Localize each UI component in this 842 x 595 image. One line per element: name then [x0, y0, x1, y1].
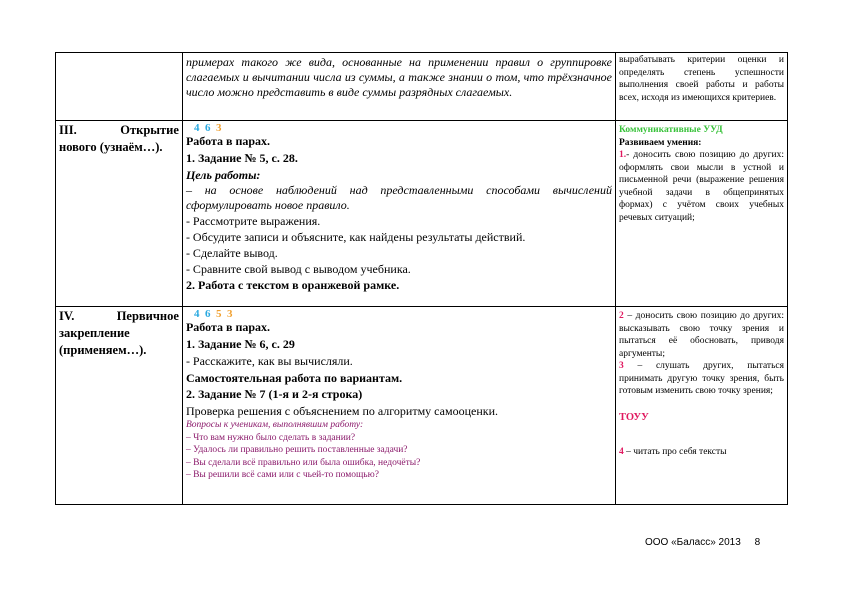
skill-text: – доносить свою позицию до других: высказывать свою точку зрения и пытаться её обосновать, приводя аргументы;: [618, 311, 784, 359]
activity-cell: [182, 121, 615, 307]
table-row: [56, 53, 788, 121]
explain-step: - Расскажите, как вы вычисляли.: [185, 354, 353, 368]
textbook-numbers: [186, 122, 612, 134]
stage-cell: [56, 121, 183, 307]
skill-1: [619, 149, 784, 224]
orange-frame-task: 2. Работа с текстом в оранжевой рамке.: [185, 278, 400, 292]
task-6-label: 1. Задание № 6, с. 29: [185, 337, 295, 351]
independent-work-label: Самостоятельная работа по вариантам.: [185, 371, 403, 385]
step-3: - Сделайте вывод.: [185, 246, 278, 260]
stage-cell: [56, 307, 183, 505]
step-1: - Рассмотрите выражения.: [185, 214, 321, 228]
skill-text: – слушать других, пытаться принимать другую точку зрения, быть готовым изменить свою точку зрения;: [618, 361, 784, 396]
continued-uud-text: вырабатывать критерии оценки и определять степень успешности выполнения своей работы и работы всех, исходя из имеющихся критериев.: [618, 55, 784, 103]
uud-title: Коммуникативные УУД: [618, 125, 723, 135]
activity-cell: [182, 307, 615, 505]
questions-heading: Вопросы к ученикам, выполнявшим работу:: [185, 420, 364, 430]
touu-label: ТОУУ: [618, 411, 649, 423]
develop-skills-label: Развиваем умения:: [618, 137, 702, 148]
skill-3: [619, 360, 784, 398]
skill-number: 4: [618, 447, 624, 457]
step-2: - Обсудите записи и объясните, как найдены результаты действий.: [185, 230, 526, 244]
number-5: 5: [215, 308, 222, 320]
pair-work-label: Работа в парах.: [185, 134, 271, 148]
skill-4: [619, 446, 784, 459]
question-3: – Вы сделали всё правильно или была ошибка, недочёты?: [185, 457, 421, 468]
stage-title: IV. Первичное закрепление (применяем…).: [59, 309, 179, 357]
number-6: 6: [204, 308, 211, 320]
table-row: [56, 307, 788, 505]
question-4: – Вы решили всё сами или с чьей-то помощью?: [185, 470, 379, 480]
uud-cell: [615, 121, 787, 307]
skill-2: [619, 310, 784, 360]
task-7-label: 2. Задание № 7 (1-я и 2-я строка): [185, 387, 363, 401]
skill-number: 2: [618, 311, 624, 321]
number-6: 6: [204, 122, 211, 134]
goal-text: – на основе наблюдений над представленными способами вычислений сформулировать новое правило.: [185, 183, 612, 212]
activity-cell: [182, 53, 615, 121]
question-2: – Удалось ли правильно решить поставленные задачи?: [185, 445, 408, 455]
table-row: [56, 121, 788, 307]
uud-cell: [615, 307, 787, 505]
textbook-numbers: [186, 308, 612, 320]
skill-number: 1.: [618, 150, 627, 160]
question-1: – Что вам нужно было сделать в задании?: [185, 432, 356, 443]
number-4: 4: [193, 122, 200, 134]
number-3: 3: [215, 122, 222, 134]
continued-text: примерах такого же вида, основанные на применении правил о группировке слагаемых и вычитании числа из суммы, а также знании о том, что трёхзначное число можно представить в виде суммы разрядных слагаемых.: [185, 55, 612, 99]
lesson-table: [55, 52, 788, 505]
skill-number: 3: [618, 361, 624, 371]
pair-work-label: Работа в парах.: [185, 320, 271, 334]
self-check-text: Проверка решения с объяснением по алгоритму самооценки.: [185, 404, 498, 418]
skill-text: – читать про себя тексты: [623, 447, 727, 457]
step-4: - Сравните свой вывод с выводом учебника.: [185, 262, 411, 276]
skill-text: - доносить свою позицию до других: оформлять свои мысли в устной и письменной речи (выражение решения учебной задачи в общепринятых формах) с учётом своих учебных речевых ситуаций;: [618, 150, 784, 223]
task-5-label: 1. Задание № 5, с. 28.: [185, 151, 298, 165]
uud-cell: [615, 53, 787, 121]
stage-title: III. Открытие нового (узнаём…).: [59, 123, 179, 154]
page-footer: ООО «Баласс» 2013 8: [645, 537, 761, 548]
stage-cell: [56, 53, 183, 121]
number-4: 4: [193, 308, 200, 320]
goal-heading: Цель работы:: [185, 168, 261, 182]
number-3: 3: [226, 308, 233, 320]
